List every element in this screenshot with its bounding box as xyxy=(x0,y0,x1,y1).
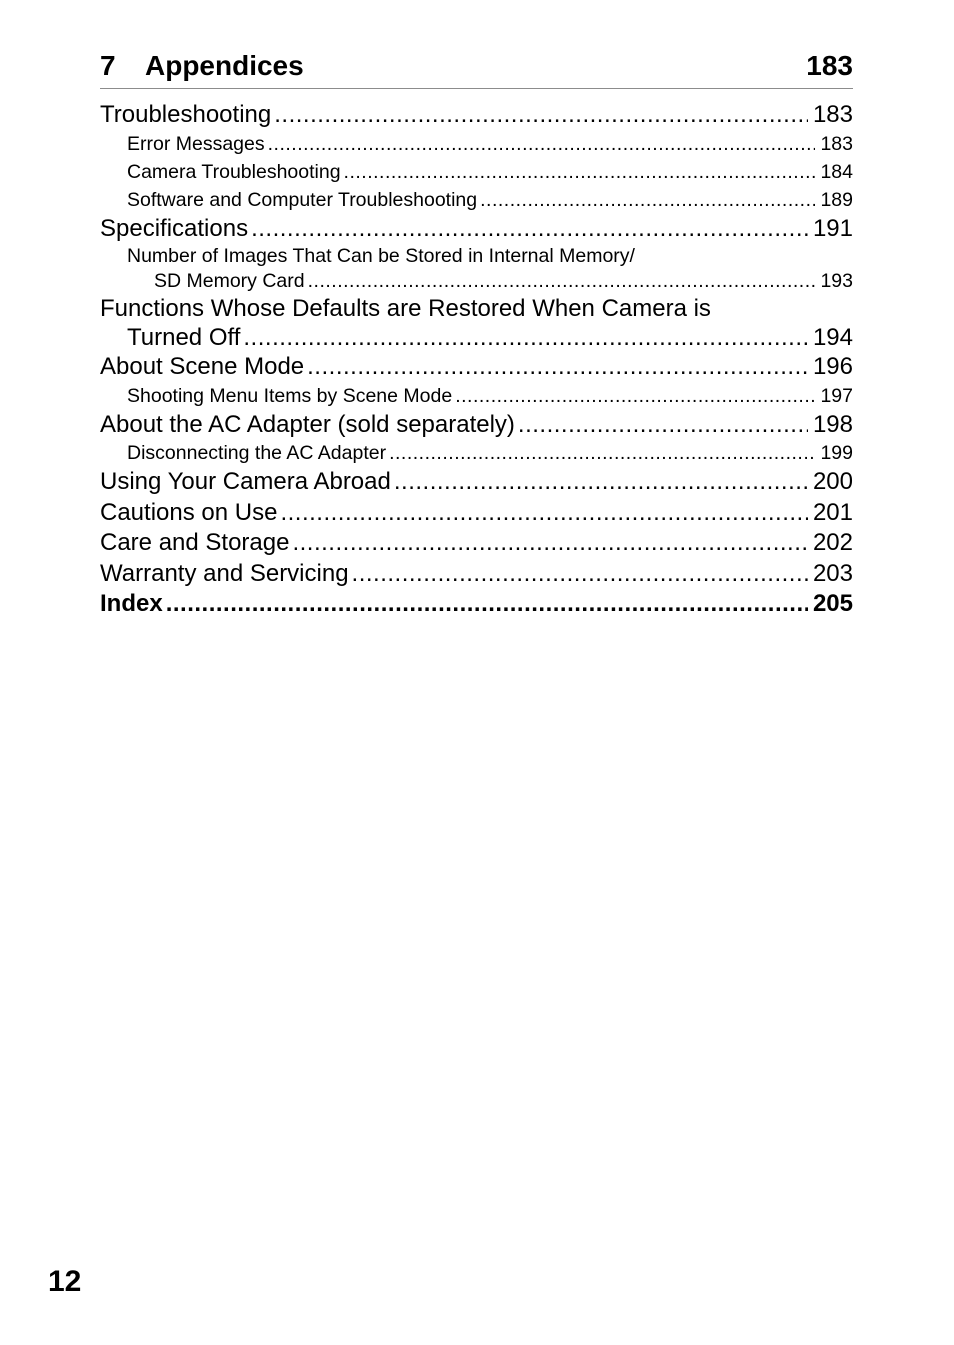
toc-entry-warranty-and-servicing[interactable] xyxy=(100,559,853,590)
toc-entry-specifications[interactable] xyxy=(100,214,853,245)
dot-leader xyxy=(307,352,808,383)
page-number: 12 xyxy=(48,1265,82,1298)
dot-leader xyxy=(292,528,807,559)
toc-label-line1: Number of Images That Can be Stored in Internal Memory/ xyxy=(127,245,635,267)
chapter-title: Appendices xyxy=(145,50,304,81)
dot-leader xyxy=(344,158,816,186)
toc-label: Index xyxy=(100,590,163,617)
dot-leader xyxy=(394,467,808,498)
dot-leader xyxy=(518,410,808,441)
chapter-number: 7 xyxy=(100,50,116,81)
dot-leader xyxy=(480,186,815,214)
chapter-page: 183 xyxy=(806,50,853,81)
toc-label-line2: SD Memory Card xyxy=(154,270,305,292)
toc-entry-about-scene-mode[interactable] xyxy=(100,352,853,383)
toc-label: About Scene Mode xyxy=(100,353,305,380)
toc-page: 184 xyxy=(820,160,853,183)
chapter-heading xyxy=(100,44,853,89)
dot-leader xyxy=(243,323,808,352)
toc-entry-software-troubleshooting[interactable] xyxy=(100,186,853,214)
toc-page: 205 xyxy=(812,590,853,617)
toc-label: Specifications xyxy=(100,214,249,242)
toc-page: 200 xyxy=(812,468,853,495)
dot-leader xyxy=(268,130,816,158)
toc-entry-care-and-storage[interactable] xyxy=(100,528,853,559)
toc-entry-number-of-images[interactable] xyxy=(100,244,853,294)
toc-page: 194 xyxy=(812,324,853,351)
toc-entry-camera-troubleshooting[interactable] xyxy=(100,158,853,186)
toc-page: 196 xyxy=(812,353,853,380)
toc-label-line1: Functions Whose Defaults are Restored When Camera is xyxy=(100,295,711,322)
toc-page: 189 xyxy=(820,188,853,211)
toc-page: 191 xyxy=(812,214,853,242)
toc-label: Care and Storage xyxy=(100,529,290,556)
dot-leader xyxy=(389,439,815,467)
toc-label: Software and Computer Troubleshooting xyxy=(127,188,478,211)
dot-leader xyxy=(274,100,808,131)
toc-entry-index[interactable] xyxy=(100,589,853,620)
toc-page: 202 xyxy=(812,529,853,556)
toc-label: Shooting Menu Items by Scene Mode xyxy=(127,384,453,407)
toc-label: About the AC Adapter (sold separately) xyxy=(100,410,515,438)
toc-page: 198 xyxy=(812,410,853,438)
toc-page: 201 xyxy=(812,498,853,526)
toc-page: 183 xyxy=(820,132,853,155)
toc-label: Troubleshooting xyxy=(100,101,272,128)
toc-label: Camera Troubleshooting xyxy=(127,160,341,183)
dot-leader xyxy=(352,559,808,590)
toc-entry-functions-defaults[interactable] xyxy=(100,294,853,352)
toc-page: 183 xyxy=(812,101,853,128)
toc-entry-using-abroad[interactable] xyxy=(100,467,853,498)
toc-entry-shooting-menu-items[interactable] xyxy=(100,382,853,410)
toc-entry-troubleshooting[interactable] xyxy=(100,100,853,131)
toc-label-line2: Turned Off xyxy=(127,324,241,351)
toc-label: Using Your Camera Abroad xyxy=(100,468,391,495)
dot-leader xyxy=(280,498,808,529)
dot-leader xyxy=(455,382,815,410)
toc-label: Disconnecting the AC Adapter xyxy=(127,442,387,464)
toc-entry-cautions-on-use[interactable] xyxy=(100,498,853,529)
toc-entry-disconnecting-ac-adapter[interactable] xyxy=(100,439,853,467)
toc-page: 193 xyxy=(820,270,853,292)
toc-label: Cautions on Use xyxy=(100,498,278,526)
table-of-contents xyxy=(100,100,853,620)
dot-leader xyxy=(166,589,808,620)
toc-entry-error-messages[interactable] xyxy=(100,130,853,158)
toc-label: Warranty and Servicing xyxy=(100,559,349,587)
toc-page: 197 xyxy=(820,384,853,407)
dot-leader xyxy=(251,214,808,245)
toc-entry-about-ac-adapter[interactable] xyxy=(100,410,853,441)
toc-page: 203 xyxy=(812,559,853,587)
toc-page: 199 xyxy=(820,442,853,464)
toc-label: Error Messages xyxy=(127,132,265,155)
dot-leader xyxy=(308,269,816,294)
